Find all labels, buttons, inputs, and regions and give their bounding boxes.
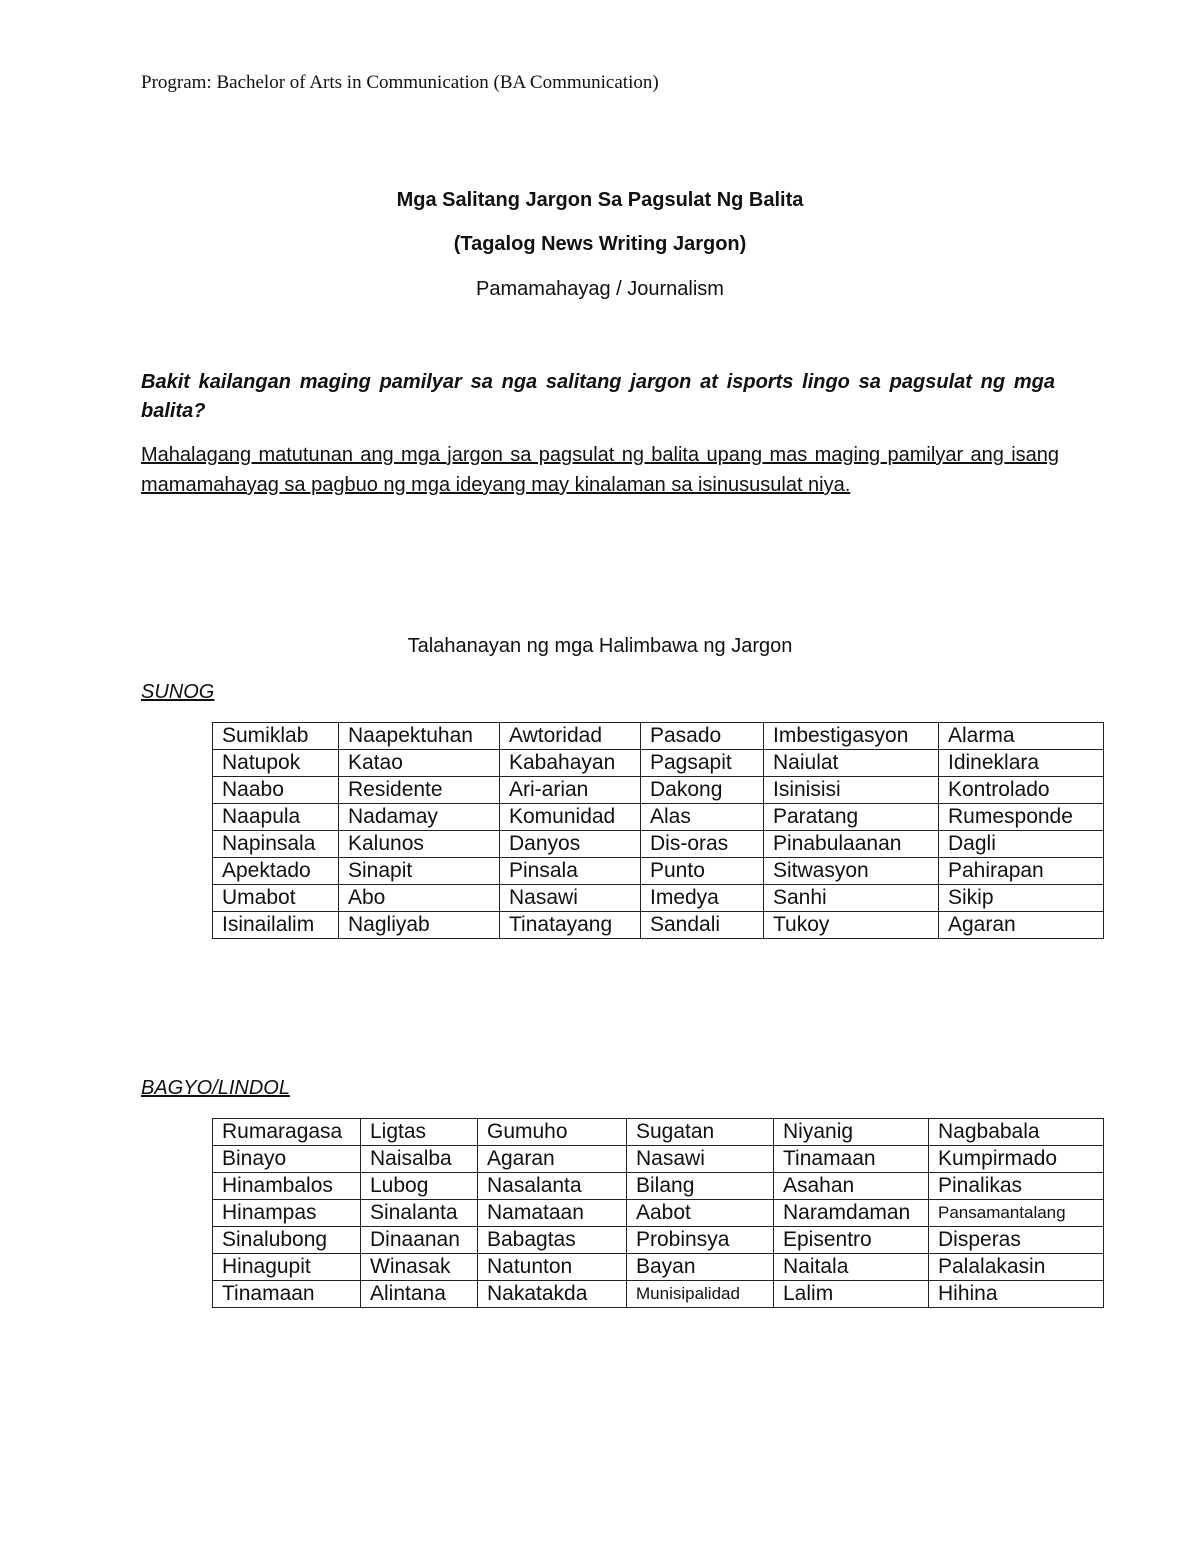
table-row — [213, 885, 1104, 912]
table-cell: Probinsya — [627, 1227, 774, 1254]
jargon-table-bagyo-lindol — [212, 1118, 1104, 1308]
table-cell: Pasado — [641, 723, 764, 750]
table-cell: Agaran — [478, 1146, 627, 1173]
table-cell: Winasak — [361, 1254, 478, 1281]
table-cell: Nasalanta — [478, 1173, 627, 1200]
table-cell: Nagliyab — [339, 912, 500, 939]
table-cell: Pinalikas — [929, 1173, 1104, 1200]
table-cell: Sitwasyon — [764, 858, 939, 885]
table-row — [213, 1254, 1104, 1281]
table-cell: Paratang — [764, 804, 939, 831]
table-cell: Nasawi — [627, 1146, 774, 1173]
table-cell: Tukoy — [764, 912, 939, 939]
table-cell: Agaran — [939, 912, 1104, 939]
table-cell: Rumaragasa — [213, 1119, 361, 1146]
table-cell: Kumpirmado — [929, 1146, 1104, 1173]
document-title: Mga Salitang Jargon Sa Pagsulat Ng Balita — [396, 189, 804, 211]
table-cell: Babagtas — [478, 1227, 627, 1254]
table-cell: Episentro — [774, 1227, 929, 1254]
table-cell: Kalunos — [339, 831, 500, 858]
table-cell: Kabahayan — [500, 750, 641, 777]
table-cell: Apektado — [213, 858, 339, 885]
table-cell: Palalakasin — [929, 1254, 1104, 1281]
table-cell: Binayo — [213, 1146, 361, 1173]
section-label-sunog: SUNOG — [141, 681, 215, 703]
table-cell: Alintana — [361, 1281, 478, 1308]
table-cell: Sugatan — [627, 1119, 774, 1146]
table-cell: Isinisisi — [764, 777, 939, 804]
table-cell: Isinailalim — [213, 912, 339, 939]
table-cell: Nadamay — [339, 804, 500, 831]
table-cell: Bilang — [627, 1173, 774, 1200]
table-cell: Nasawi — [500, 885, 641, 912]
table-cell: Komunidad — [500, 804, 641, 831]
table-cell: Sandali — [641, 912, 764, 939]
table-cell: Sinapit — [339, 858, 500, 885]
table-cell: Gumuho — [478, 1119, 627, 1146]
table-row — [213, 1281, 1104, 1308]
table-cell: Dis-oras — [641, 831, 764, 858]
table-cell: Pahirapan — [939, 858, 1104, 885]
question-heading: Bakit kailangan maging pamilyar sa nga salitang jargon at isports lingo sa pagsulat ng mga balita? — [141, 371, 1055, 422]
table-cell: Naapula — [213, 804, 339, 831]
table-row — [213, 1173, 1104, 1200]
table-cell: Imedya — [641, 885, 764, 912]
table-row — [213, 1146, 1104, 1173]
table-cell: Natupok — [213, 750, 339, 777]
table-cell: Lubog — [361, 1173, 478, 1200]
table-cell: Bayan — [627, 1254, 774, 1281]
table-cell: Naramdaman — [774, 1200, 929, 1227]
table-cell: Pagsapit — [641, 750, 764, 777]
table-row — [213, 804, 1104, 831]
table-cell: Hinambalos — [213, 1173, 361, 1200]
table-row — [213, 831, 1104, 858]
table-cell: Sumiklab — [213, 723, 339, 750]
table-cell: Tinamaan — [213, 1281, 361, 1308]
table-cell: Napinsala — [213, 831, 339, 858]
table-cell: Pinsala — [500, 858, 641, 885]
table-cell: Lalim — [774, 1281, 929, 1308]
table-cell: Naisalba — [361, 1146, 478, 1173]
table-cell: Nagbabala — [929, 1119, 1104, 1146]
table-cell: Kontrolado — [939, 777, 1104, 804]
table-row — [213, 1119, 1104, 1146]
table-cell: Dagli — [939, 831, 1104, 858]
table-cell: Residente — [339, 777, 500, 804]
table-cell: Punto — [641, 858, 764, 885]
table-cell: Tinamaan — [774, 1146, 929, 1173]
table-cell: Dakong — [641, 777, 764, 804]
table-cell: Abo — [339, 885, 500, 912]
table-cell: Sikip — [939, 885, 1104, 912]
table-cell: Danyos — [500, 831, 641, 858]
table-row — [213, 750, 1104, 777]
table-cell: Pansamantalang — [929, 1200, 1104, 1227]
table-row — [213, 1200, 1104, 1227]
table-cell: Hinampas — [213, 1200, 361, 1227]
answer-paragraph: Mahalagang matutunan ang mga jargon sa pagsulat ng balita upang mas maging pamilyar ang isang mamamahayag sa pagbuo ng mga ideyang may kinalaman sa isinususulat niya. — [141, 444, 1059, 496]
table-cell: Imbestigasyon — [764, 723, 939, 750]
table-row — [213, 912, 1104, 939]
table-cell: Asahan — [774, 1173, 929, 1200]
table-cell: Munisipalidad — [627, 1281, 774, 1308]
table-cell: Rumesponde — [939, 804, 1104, 831]
table-cell: Dinaanan — [361, 1227, 478, 1254]
section-label-bagyo-lindol: BAGYO/LINDOL — [141, 1077, 290, 1099]
table-row — [213, 777, 1104, 804]
jargon-table-sunog — [212, 722, 1104, 939]
table-cell: Nakatakda — [478, 1281, 627, 1308]
table-cell: Niyanig — [774, 1119, 929, 1146]
table-cell: Namataan — [478, 1200, 627, 1227]
table-cell: Sinalanta — [361, 1200, 478, 1227]
table-cell: Ari-arian — [500, 777, 641, 804]
table-cell: Pinabulaanan — [764, 831, 939, 858]
table-cell: Natunton — [478, 1254, 627, 1281]
table-cell: Awtoridad — [500, 723, 641, 750]
table-cell: Idineklara — [939, 750, 1104, 777]
table-cell: Naabo — [213, 777, 339, 804]
table-row — [213, 858, 1104, 885]
table-cell: Naiulat — [764, 750, 939, 777]
document-subject: Pamamahayag / Journalism — [476, 278, 724, 300]
table-title: Talahanayan ng mga Halimbawa ng Jargon — [407, 635, 793, 657]
table-cell: Katao — [339, 750, 500, 777]
table-cell: Disperas — [929, 1227, 1104, 1254]
table-cell: Aabot — [627, 1200, 774, 1227]
table-cell: Sinalubong — [213, 1227, 361, 1254]
table-row — [213, 1227, 1104, 1254]
table-cell: Hihina — [929, 1281, 1104, 1308]
table-cell: Sanhi — [764, 885, 939, 912]
table-cell: Naapektuhan — [339, 723, 500, 750]
table-cell: Tinatayang — [500, 912, 641, 939]
table-cell: Umabot — [213, 885, 339, 912]
table-cell: Alarma — [939, 723, 1104, 750]
table-cell: Ligtas — [361, 1119, 478, 1146]
table-cell: Alas — [641, 804, 764, 831]
table-cell: Hinagupit — [213, 1254, 361, 1281]
program-header: Program: Bachelor of Arts in Communication (BA Communication) — [141, 72, 659, 93]
table-cell: Naitala — [774, 1254, 929, 1281]
table-row — [213, 723, 1104, 750]
document-subtitle: (Tagalog News Writing Jargon) — [453, 233, 747, 255]
